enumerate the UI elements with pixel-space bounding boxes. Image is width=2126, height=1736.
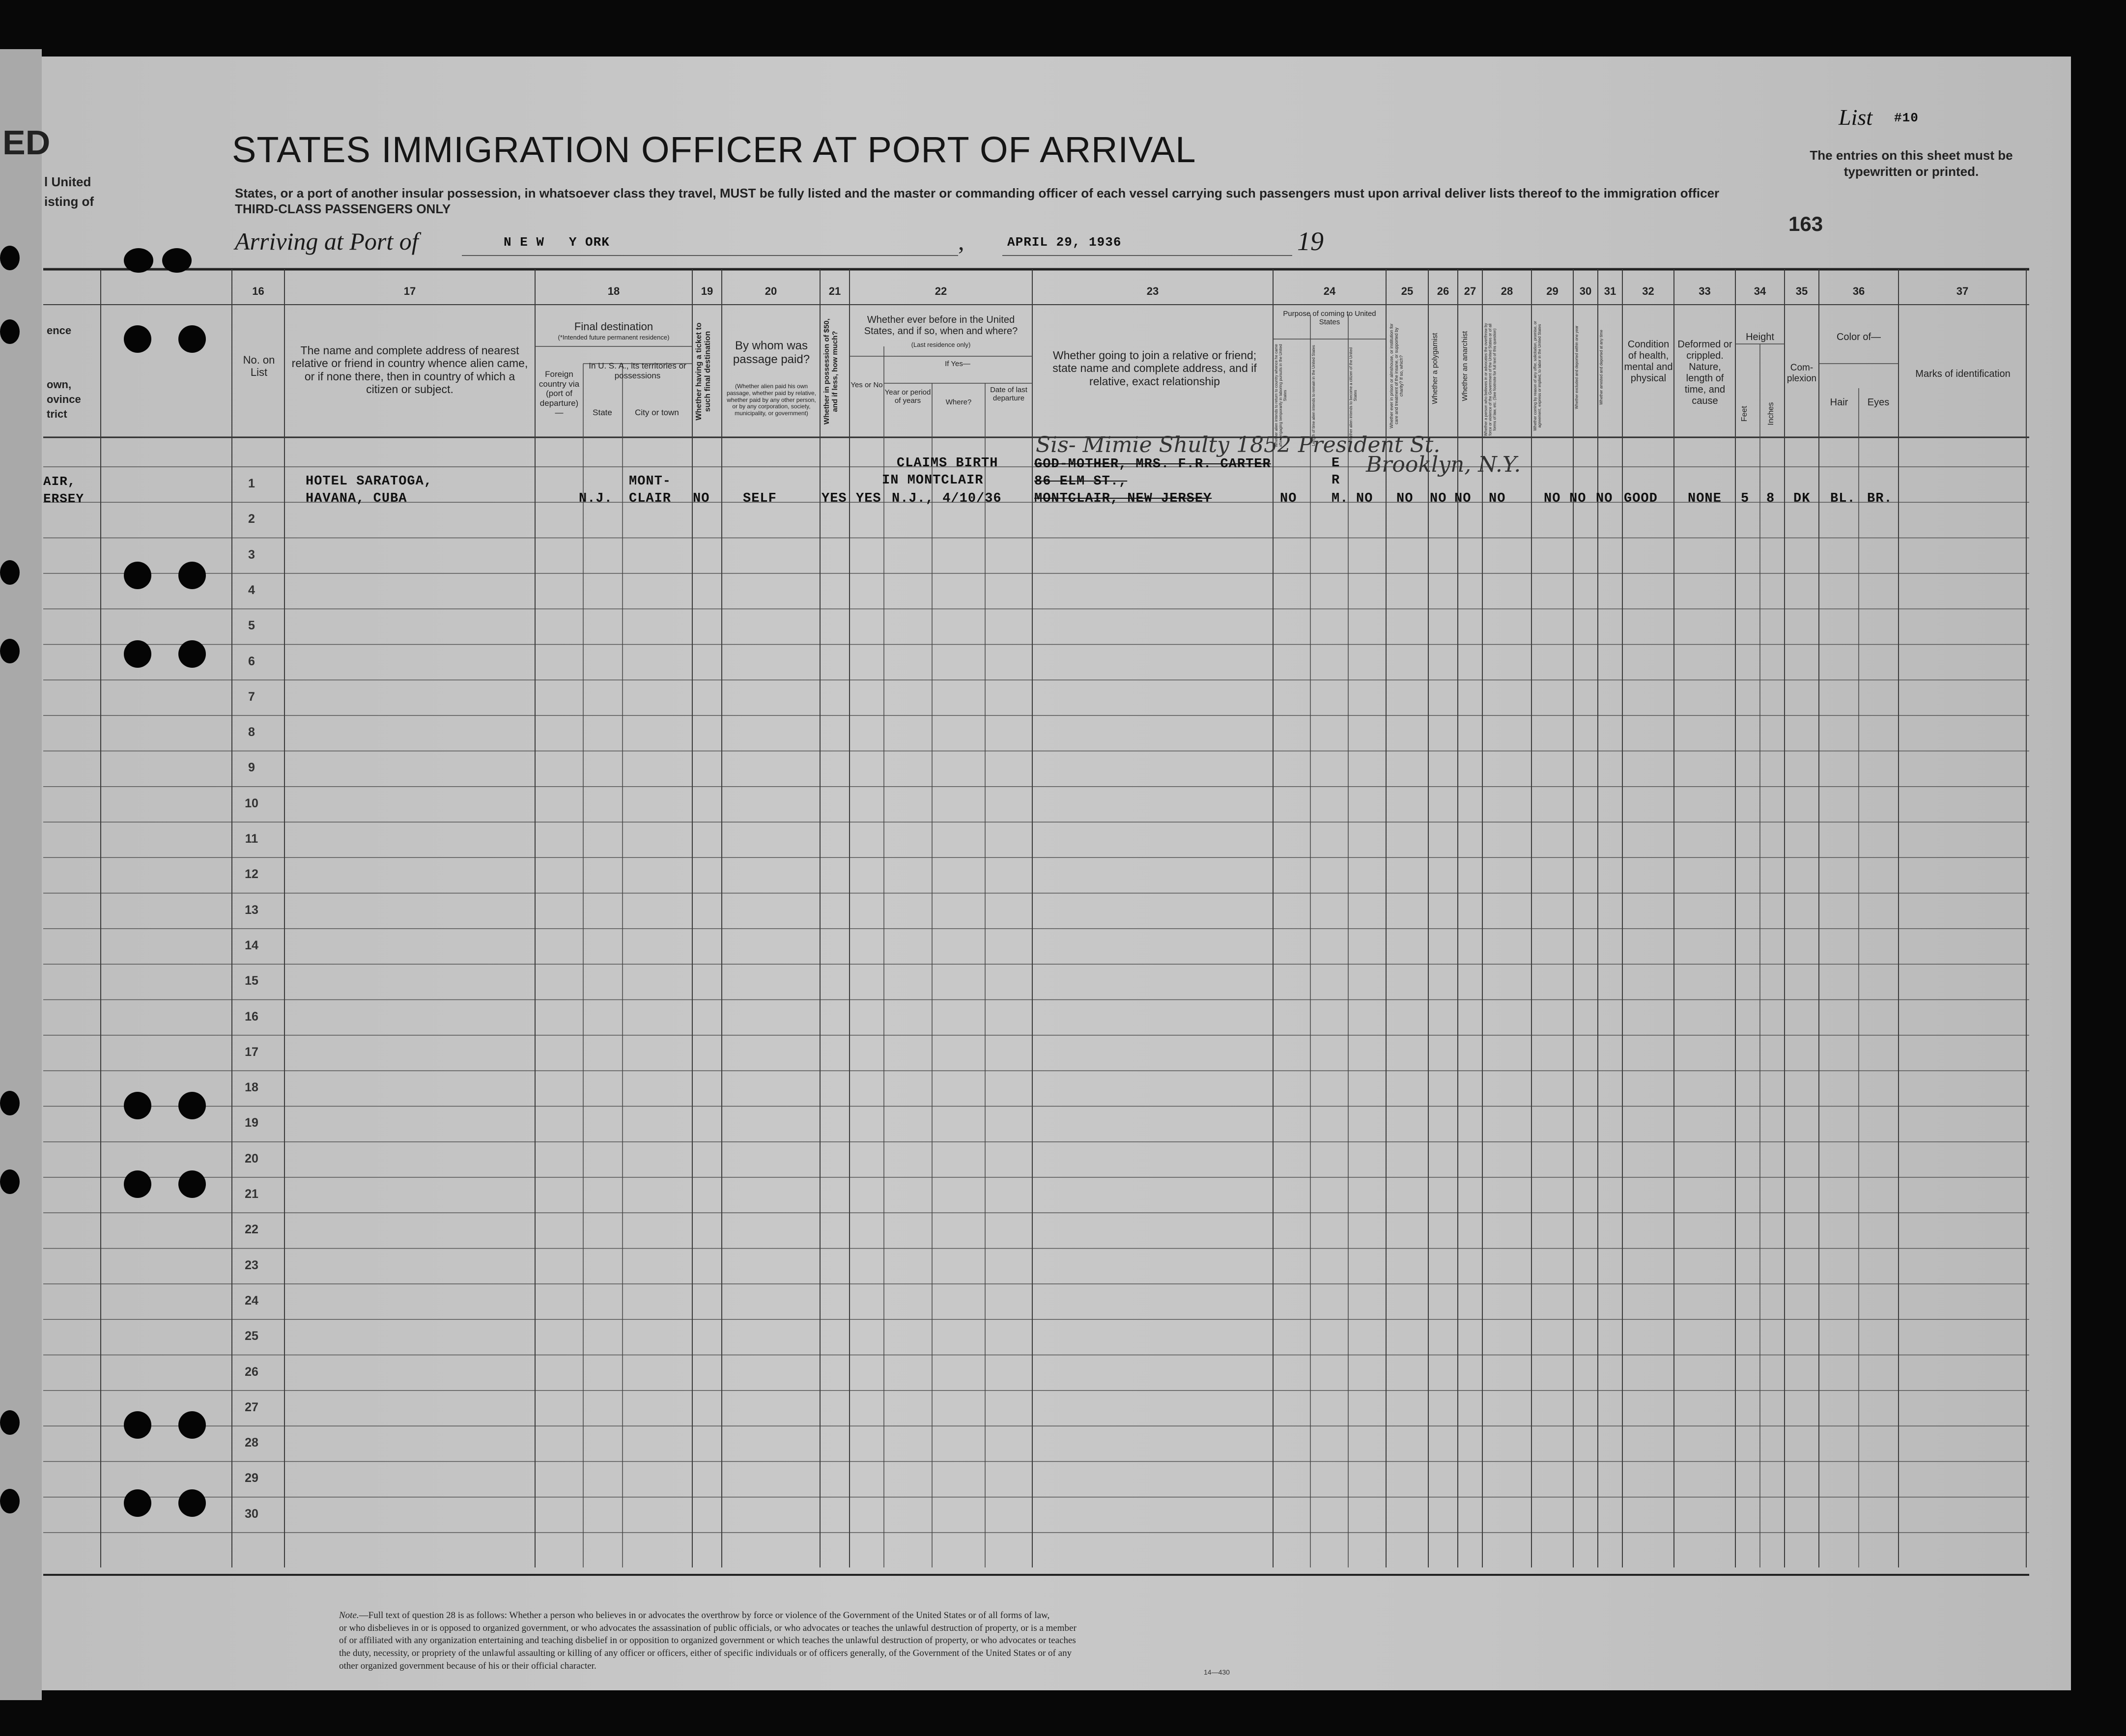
left-fragment-heading: ED bbox=[2, 123, 51, 162]
col28-header: Whether a person who believes in or advocates the overthrow by force or violence of the Government of the United States or of all forms of law, etc. (See footnote for full text of this question) bbox=[1483, 323, 1497, 436]
column-number: 37 bbox=[1956, 285, 1969, 297]
punch-hole bbox=[162, 248, 192, 273]
relative-address: HAVANA, CUBA bbox=[306, 491, 407, 506]
list-number: #10 bbox=[1894, 111, 1919, 125]
col31-header: Whether arrested and deported at any time bbox=[1599, 330, 1604, 405]
column-number: 34 bbox=[1754, 285, 1766, 297]
row-number: 5 bbox=[248, 619, 255, 633]
row-number: 15 bbox=[245, 974, 258, 988]
column-number: 28 bbox=[1501, 285, 1513, 297]
column-number: 31 bbox=[1604, 285, 1616, 297]
purpose-return-value: NO bbox=[1280, 491, 1297, 506]
row-number: 24 bbox=[245, 1293, 258, 1308]
purpose-length-value: E bbox=[1332, 456, 1340, 471]
row-number: 11 bbox=[245, 832, 258, 846]
row-number: 9 bbox=[248, 761, 255, 775]
prison-value: NO bbox=[1396, 491, 1414, 506]
col36-eyes: Eyes bbox=[1867, 397, 1890, 408]
col30-header: Whether excluded and deported within one year bbox=[1574, 325, 1579, 409]
height-feet-value: 5 bbox=[1741, 491, 1750, 506]
punch-hole bbox=[124, 1411, 151, 1439]
col24-citizen: Whether alien intends to become a citizen of the United States bbox=[1349, 347, 1358, 444]
arrested-value: NO bbox=[1596, 491, 1613, 506]
row-number: 23 bbox=[245, 1258, 258, 1272]
punch-hole bbox=[124, 325, 151, 353]
col36-hair: Hair bbox=[1830, 397, 1848, 408]
column-number: 35 bbox=[1795, 285, 1808, 297]
col34-feet: Feet bbox=[1740, 406, 1749, 422]
column-number: 18 bbox=[607, 285, 620, 297]
col36-header: Color of— bbox=[1836, 332, 1881, 342]
row-number: 3 bbox=[248, 547, 255, 562]
footnote-line: or who disbelieves in or is opposed to organized government, or who advocates the assassination of public officials, or who advocates or teaches the unlawful destruction of property, or is a member bbox=[339, 1622, 1077, 1633]
column-number: 22 bbox=[935, 285, 947, 297]
punch-hole bbox=[178, 1170, 206, 1198]
row-number: 17 bbox=[245, 1045, 258, 1059]
col35-header: Com-plexion bbox=[1786, 363, 1817, 384]
col24-return: Whether alien intends to return to country whence he came after engaging temporarily in laboring pursuits in the United States bbox=[1274, 344, 1287, 447]
row-number: 1 bbox=[248, 477, 255, 490]
form-number: 14—430 bbox=[1204, 1668, 1230, 1676]
col17-header: The name and complete address of nearest relative or friend in country whence alien came, or if none there, then in country of which a citizen or subject. bbox=[291, 344, 528, 396]
punch-hole bbox=[124, 1170, 151, 1198]
typewritten-instruction: The entries on this sheet must be typewritten or printed. bbox=[1810, 148, 2013, 179]
punch-hole bbox=[0, 639, 20, 663]
punch-hole bbox=[124, 1092, 151, 1119]
column-number: 19 bbox=[701, 285, 713, 297]
class-notice: THIRD-CLASS PASSENGERS ONLY bbox=[235, 201, 451, 216]
footnote-line: the duty, necessity, or propriety of the unlawful assaulting or killing of any officer or officers, either of specific individuals or of officers generally, of the Government of the United States or of any bbox=[339, 1648, 1072, 1658]
before-in-us-detail: N.J., 4/10/36 bbox=[892, 491, 1002, 506]
col22-date: Date of last departure bbox=[990, 386, 1027, 403]
punch-hole bbox=[124, 1489, 151, 1517]
column-number: 17 bbox=[403, 285, 416, 297]
handwritten-annotation: Brooklyn, N.Y. bbox=[1366, 452, 1521, 477]
purpose-citizen-value: NO bbox=[1356, 491, 1373, 506]
excluded-value: NO bbox=[1569, 491, 1587, 506]
punch-hole bbox=[178, 325, 206, 353]
arriving-label: Arriving at Port of bbox=[235, 228, 419, 255]
destination-city: MONT- bbox=[629, 474, 672, 489]
passage-paid-value: SELF bbox=[743, 491, 777, 506]
health-value: GOOD bbox=[1624, 491, 1658, 506]
left-column-label: trict bbox=[47, 408, 67, 420]
eyes-value: BR. bbox=[1867, 491, 1893, 506]
ticket-value: NO bbox=[693, 491, 710, 506]
height-inches-value: 8 bbox=[1766, 491, 1775, 506]
punch-hole bbox=[178, 640, 206, 668]
purpose-length-value: R bbox=[1332, 473, 1340, 488]
row-number: 21 bbox=[245, 1187, 258, 1201]
join-relative-struck: GOD-MOTHER, MRS. F.R. CARTER bbox=[1034, 457, 1271, 472]
col20-note: (Whether alien paid his own passage, whether paid by relative, whether paid by any other person, or by any corporation, society, municipality, or government) bbox=[726, 383, 817, 417]
row-number: 18 bbox=[245, 1081, 258, 1095]
join-relative-struck: MONTCLAIR, NEW JERSEY bbox=[1034, 491, 1212, 506]
hair-value: BL. bbox=[1830, 491, 1856, 506]
col34-inches: Inches bbox=[1767, 402, 1775, 426]
punch-hole bbox=[124, 640, 151, 668]
col34-header: Height bbox=[1746, 332, 1774, 342]
row-number: 2 bbox=[248, 512, 255, 526]
column-number: 32 bbox=[1642, 285, 1654, 297]
row-number: 29 bbox=[245, 1471, 258, 1485]
arrival-date: APRIL 29, 1936 bbox=[1007, 235, 1122, 250]
before-in-us-detail: CLAIMS BIRTH bbox=[897, 456, 998, 471]
punch-hole bbox=[178, 562, 206, 589]
row-number: 26 bbox=[245, 1365, 258, 1379]
destination-state: N.J. bbox=[579, 491, 613, 506]
year-prefix: 19 bbox=[1297, 227, 1324, 256]
punch-hole bbox=[0, 560, 20, 585]
punch-hole bbox=[0, 319, 20, 344]
purpose-length-value: M. bbox=[1332, 491, 1349, 506]
punch-hole bbox=[0, 246, 20, 270]
fifty-dollars-value: YES bbox=[822, 491, 847, 506]
col37-header: Marks of identification bbox=[1915, 369, 2011, 379]
before-in-us-detail: IN MONTCLAIR bbox=[882, 473, 984, 488]
col22-where: Where? bbox=[945, 398, 972, 406]
col18-city: City or town bbox=[635, 408, 679, 417]
left-column-label: ence bbox=[47, 324, 72, 337]
polygamist-value: NO bbox=[1430, 491, 1447, 506]
row-number: 7 bbox=[248, 689, 255, 704]
col21-header: Whether in possession of $50, and if less, how much? bbox=[822, 318, 839, 425]
join-relative-struck: 86 ELM ST., bbox=[1034, 474, 1128, 489]
col18-subheader: (*Intended future permanent residence) bbox=[558, 334, 670, 341]
left-column-label: own, bbox=[47, 378, 72, 391]
complexion-value: DK bbox=[1793, 491, 1811, 506]
col27-header: Whether an anarchist bbox=[1461, 331, 1469, 401]
col22-yesno: Yes or No bbox=[850, 381, 883, 389]
column-number: 20 bbox=[765, 285, 777, 297]
punch-hole bbox=[124, 562, 151, 589]
row-number: 14 bbox=[245, 938, 258, 952]
col25-header: Whether ever in prison or almshouse, or institution for care and treatment of the insane, or supported by charity? If so, which? bbox=[1389, 323, 1404, 428]
col16-header: No. on List bbox=[243, 354, 275, 379]
column-number: 36 bbox=[1852, 285, 1865, 297]
column-number: 26 bbox=[1437, 285, 1449, 297]
col22-subheader: (Last residence only) bbox=[911, 341, 971, 348]
row-number: 27 bbox=[245, 1400, 258, 1414]
col23-header: Whether going to join a relative or friend; state name and complete address, and if relative, exact relationship bbox=[1052, 349, 1257, 388]
row-number: 19 bbox=[245, 1116, 258, 1130]
col22-header: Whether ever before in the United States, and if so, when and where? bbox=[864, 314, 1018, 337]
col24-length: Length of time alien intends to remain in the United States bbox=[1311, 345, 1316, 446]
column-number: 25 bbox=[1401, 285, 1414, 297]
subtitle: States, or a port of another insular possession, in whatsoever class they travel, MUST be fully listed and the master or commanding officer of each vessel carrying such passengers must upon arrival deliver lists thereof to the immigration officer bbox=[235, 186, 1720, 200]
anarchist-value: NO bbox=[1454, 491, 1472, 506]
left-clip-text: ERSEY bbox=[43, 491, 85, 506]
punch-hole bbox=[178, 1092, 206, 1119]
col18-header: Final destination bbox=[574, 320, 653, 333]
row-number: 13 bbox=[245, 903, 258, 917]
row-number: 22 bbox=[245, 1223, 258, 1237]
column-number: 33 bbox=[1699, 285, 1711, 297]
punch-hole bbox=[0, 1489, 20, 1513]
col20-header: By whom was passage paid? bbox=[733, 339, 810, 366]
column-number: 27 bbox=[1464, 285, 1476, 297]
overthrow-value: NO bbox=[1489, 491, 1506, 506]
deformed-value: NONE bbox=[1688, 491, 1722, 506]
col26-header: Whether a polygamist bbox=[1431, 333, 1439, 404]
footnote-line bbox=[339, 1609, 1297, 1622]
relative-address: HOTEL SARATOGA, bbox=[306, 474, 433, 489]
col18-state: State bbox=[593, 408, 612, 417]
column-number: 16 bbox=[252, 285, 264, 297]
left-clip-text: AIR, bbox=[43, 474, 76, 489]
col18-foreign: Foreign country via (port of departure)— bbox=[539, 370, 580, 418]
punch-hole bbox=[178, 1411, 206, 1439]
punch-hole bbox=[178, 1489, 206, 1517]
column-number: 21 bbox=[828, 285, 841, 297]
col18-usa: In U. S. A., its territories or possessions bbox=[589, 361, 686, 380]
footnote-label: Note. bbox=[339, 1610, 359, 1621]
comma: , bbox=[958, 228, 964, 255]
port-value: N E W Y ORK bbox=[504, 235, 610, 250]
left-fragment-text: isting of bbox=[44, 194, 94, 209]
col33-header: Deformed or crippled. Nature, length of time, and cause bbox=[1677, 339, 1732, 406]
punch-hole bbox=[0, 1169, 20, 1194]
destination-city: CLAIR bbox=[629, 491, 672, 506]
row-number: 25 bbox=[245, 1329, 258, 1343]
col29-header: Whether coming by reason of any offer, solicitation, promise, or agreement, express or implied, to labor in the United States bbox=[1533, 321, 1542, 431]
row-number: 12 bbox=[245, 867, 258, 882]
punch-hole bbox=[0, 1410, 20, 1435]
column-number: 29 bbox=[1546, 285, 1559, 297]
row-number: 16 bbox=[245, 1009, 258, 1024]
row-number: 20 bbox=[245, 1151, 258, 1166]
page-number: 163 bbox=[1788, 212, 1823, 235]
column-number: 23 bbox=[1146, 285, 1159, 297]
footnote-line: of or affiliated with any organization entertaining and teaching disbelief in or opposition to organized government or which teaches the unlawful destruction of property, or who advocates or teaches bbox=[339, 1635, 1076, 1646]
column-number: 30 bbox=[1579, 285, 1592, 297]
row-number: 6 bbox=[248, 654, 255, 668]
col19-header: Whether having a ticket to such final destination bbox=[695, 322, 712, 421]
col32-header: Condition of health, mental and physical bbox=[1624, 339, 1673, 384]
footnote-text: —Full text of question 28 is as follows: Whether a person who believes in or advocates the overthrow by force or violence of the Government of the United States or of all forms of law, bbox=[359, 1610, 1050, 1621]
footnote-line: other organized government because of his or their official character. bbox=[339, 1660, 596, 1671]
row-number: 8 bbox=[248, 725, 255, 740]
column-number: 24 bbox=[1323, 285, 1336, 297]
col22-year: Year or period of years bbox=[884, 388, 931, 405]
footnote bbox=[339, 1609, 1297, 1672]
col24-header: Purpose of coming to United States bbox=[1283, 310, 1376, 327]
left-fragment-text: l United bbox=[44, 174, 91, 189]
before-in-us-value: YES bbox=[856, 491, 881, 506]
offer-value: NO bbox=[1544, 491, 1561, 506]
row-number: 4 bbox=[248, 583, 255, 597]
row-number: 10 bbox=[245, 796, 258, 810]
punch-hole bbox=[0, 1091, 20, 1115]
page-title: STATES IMMIGRATION OFFICER AT PORT OF ARRIVAL bbox=[232, 129, 1196, 170]
col22-ifyes: If Yes— bbox=[945, 360, 970, 368]
list-label: List bbox=[1839, 105, 1873, 130]
row-number: 30 bbox=[245, 1507, 258, 1521]
row-number: 28 bbox=[245, 1436, 258, 1450]
punch-hole bbox=[124, 248, 153, 273]
left-column-label: ovince bbox=[47, 393, 81, 405]
handwritten-annotation: Sis- Mimie Shulty 1852 President St. bbox=[1036, 432, 1441, 457]
